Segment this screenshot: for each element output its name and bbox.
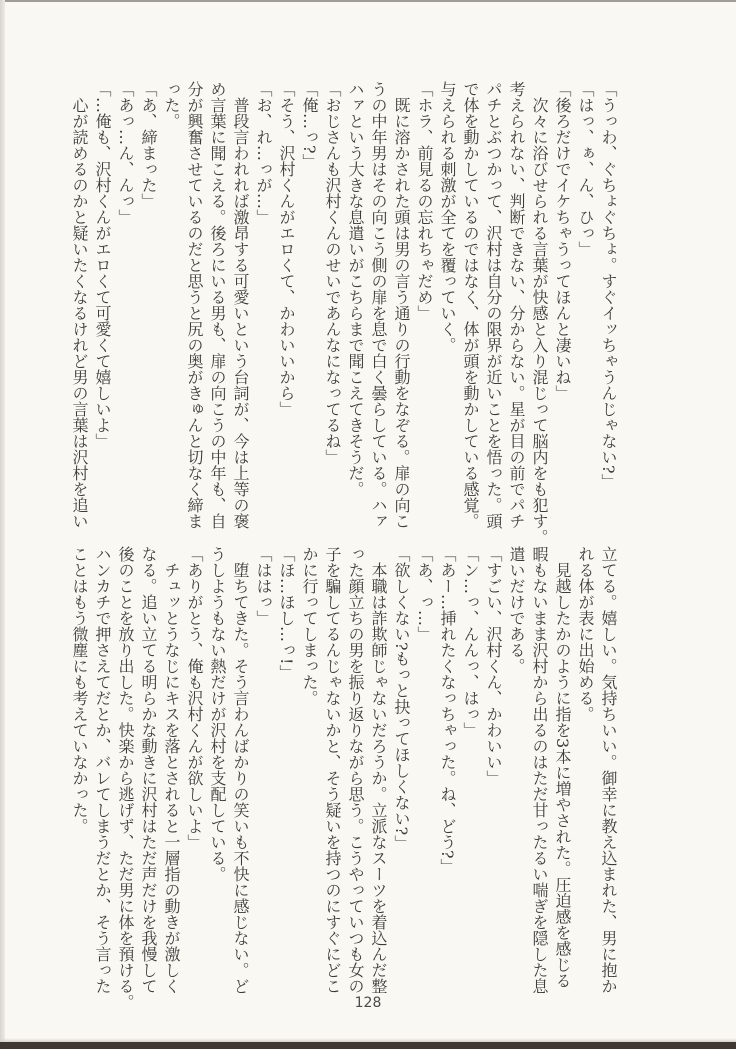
page-number: 128: [354, 995, 382, 1011]
text-column: 「…俺も、沢村くんがエロくて可愛くて嬉しいよ」: [93, 81, 112, 449]
text-column: 「うっわ、ぐちょぐちょ。すぐイッちゃうんじゃない?」: [599, 81, 618, 490]
text-column: った顔立ちの男を振り返りながら思う。こうやっていつも女の: [346, 546, 365, 994]
text-column: 堕ちてきた。そう言わんばかりの笑いも不快に感じない。ど: [231, 562, 250, 994]
text-column: 「ありがとう、俺も沢村くんが欲しいよ」: [185, 546, 204, 850]
text-column: 「欲しくない?もっと抉ってほしくない?」: [392, 546, 411, 852]
text-column: れる体が表に出始める。: [576, 546, 595, 722]
text-column: 子を騙してるんじゃないかと、そう疑いを持つのにすぐにどこ: [323, 546, 342, 994]
text-column: 「お、れ…っが…」: [254, 81, 273, 225]
text-column: 「ン…っ、んんっ、はっ」: [461, 546, 480, 738]
text-column: 暇もないまま沢村から出るのはただ甘ったるい喘ぎを隠した息: [530, 546, 549, 994]
text-column: 普段言われれば激昂する可愛いという台詞が、今は上等の褒: [231, 97, 250, 529]
text-column: 「そう、沢村くんがエロくて、かわいいから」: [277, 81, 296, 417]
text-column: 考えられない、判断できない、分からない。星が目の前でパチ: [507, 81, 526, 529]
scan-edge-top: [0, 0, 736, 2]
text-column: 「後ろだけでイケちゃうってほんと凄いね」: [553, 81, 572, 401]
text-column: ハァという大きな息遣いがこちらまで聞こえてきそうだ。: [346, 81, 365, 497]
text-column: 見越したかのように指を3本に増やされた。圧迫感を感じる: [553, 562, 572, 989]
text-column: うの中年男はその向こう側の扉を息で白く曇らしている。ハァ: [369, 81, 388, 529]
text-column: 「あっ…ん、んっ」: [116, 81, 135, 225]
text-column: 「ははっ」: [254, 546, 273, 626]
text-column: 「ホラ、前見るの忘れちゃだめ」: [415, 81, 434, 321]
scan-edge-left: [0, 0, 5, 1049]
text-column: ハンカチで押さえてだとか、バレてしまうだとか、そう言った: [93, 546, 112, 994]
text-column: なる。追い立てる明らかな動きに沢村はただ声だけを我慢して: [139, 546, 158, 994]
text-column: パチとぶつかって、沢村は自分の限界が近いことを悟った。頭: [484, 81, 503, 529]
text-column: かに行ってしまった。: [300, 546, 319, 706]
text-column: で体を動かしているのではなく、体が頭を動かしている感覚。: [461, 81, 480, 529]
text-block-top: [68, 81, 620, 545]
text-column: ことはもう微塵にも考えていなかった。: [70, 546, 89, 834]
text-column: 心が読めるのかと疑いたくなるけれど男の言葉は沢村を追い: [70, 97, 89, 529]
text-column: 「ほ…ほし…っ!」: [277, 546, 296, 681]
text-column: 「おじさんも沢村くんのせいであんなになってるね」: [323, 81, 342, 465]
text-column: 分が興奮させているのだと思うと尻の奥がきゅんと切なく締ま: [185, 81, 204, 529]
text-column: 「俺…っ?」: [300, 81, 319, 170]
text-column: 「あ、っ…」: [415, 546, 434, 642]
text-column: 後のことを放り出した。快楽から逃げず、ただ男に体を預ける。: [116, 546, 135, 1010]
text-column: 立てる。嬉しい。気持ちいい。御幸に教え込まれた、男に抱か: [599, 546, 618, 994]
text-column: うしようもない熱だけが沢村を支配している。: [208, 546, 227, 882]
text-column: め言葉に聞こえる。後ろにいる男も、扉の向こうの中年も、自: [208, 81, 227, 529]
text-column: 「はっ、ぁ、ん、ひっ」: [576, 81, 595, 257]
scan-edge-bottom: [0, 1042, 736, 1049]
text-column: った。: [162, 81, 181, 129]
text-column: チュッとうなじにキスを落とされると一層指の動きが激しく: [162, 562, 181, 994]
text-column: 「あー…挿れたくなっちゃった。ね、どう?」: [438, 546, 457, 875]
text-column: 遣いだけである。: [507, 546, 526, 674]
text-column: 与えられる刺激が全てを覆っていく。: [438, 81, 457, 353]
text-column: 本職は詐欺師じゃないだろうか。立派なスーツを着込んだ整: [369, 562, 388, 994]
text-column: 既に溶かされた頭は男の言う通りの行動をなぞる。扉の向こ: [392, 97, 411, 529]
text-column: 「あ、締まった」: [139, 81, 158, 209]
text-column: 次々に浴びせられる言葉が快感と入り混じって脳内をも犯す。: [530, 97, 549, 545]
text-column: 「すごい、沢村くん、かわいい」: [484, 546, 503, 786]
